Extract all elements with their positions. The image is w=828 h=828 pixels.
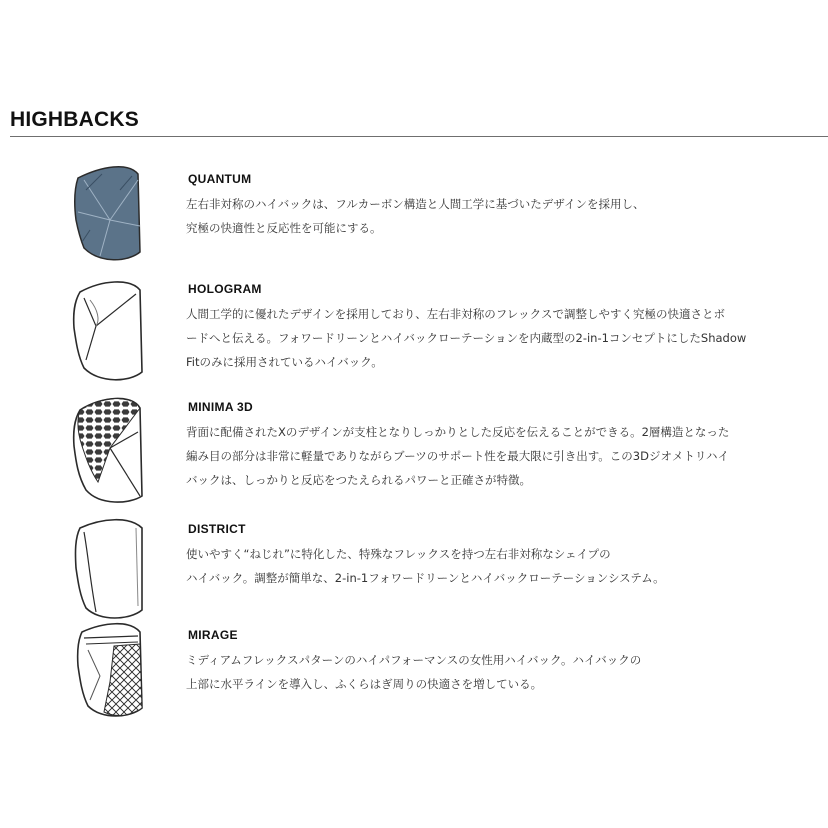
quantum-highback-icon: [40, 160, 158, 284]
mirage-highback-icon: [40, 616, 158, 740]
product-name-mirage: MIRAGE: [188, 628, 238, 642]
product-name-quantum: QUANTUM: [188, 172, 252, 186]
product-desc-minima-3d: [186, 420, 822, 492]
desc-line: 人間工学的に優れたデザインを採用しており、左右非対称のフレックスで調整しやすく究極の快適さとボ: [186, 307, 725, 321]
minima-3d-highback-icon: [40, 392, 158, 516]
product-desc-hologram: [186, 302, 822, 374]
title-divider: [10, 136, 828, 137]
product-desc-district: [186, 542, 822, 590]
desc-line: Fitのみに採用されているハイバック。: [186, 355, 383, 369]
page-title: HIGHBACKS: [10, 108, 139, 131]
desc-line: ハイバック。調整が簡単な、2-in-1フォワードリーンとハイバックローテーションシステム。: [186, 571, 665, 585]
desc-line: 左右非対称のハイバックは、フルカーボン構造と人間工学に基づいたデザインを採用し、: [186, 197, 645, 211]
desc-line: 上部に水平ラインを導入し、ふくらはぎ周りの快適さを増している。: [186, 677, 543, 691]
product-desc-mirage: [186, 648, 822, 696]
desc-line: バックは、しっかりと反応をつたえられるパワーと正確さが特徴。: [186, 473, 531, 487]
product-name-district: DISTRICT: [188, 522, 246, 536]
product-desc-quantum: [186, 192, 822, 240]
desc-line: 背面に配備されたXのデザインが支柱となりしっかりとした反応を伝えることができる。2層構造となった: [186, 425, 730, 439]
product-name-minima-3d: MINIMA 3D: [188, 400, 253, 414]
desc-line: ミディアムフレックスパターンのハイパフォーマンスの女性用ハイバック。ハイバックの: [186, 653, 642, 667]
product-name-hologram: HOLOGRAM: [188, 282, 262, 296]
desc-line: 使いやすく“ねじれ”に特化した、特殊なフレックスを持つ左右非対称なシェイプの: [186, 547, 611, 561]
desc-line: 編み目の部分は非常に軽量でありながらブーツのサポート性を最大限に引き出す。この3Dジオメトリハイ: [186, 449, 729, 463]
desc-line: 究極の快適性と反応性を可能にする。: [186, 221, 382, 235]
desc-line: ードへと伝える。フォワードリーンとハイバックローテーションを内蔵型の2-in-1コンセプトにしたShadow: [186, 331, 747, 345]
hologram-highback-icon: [40, 276, 158, 400]
